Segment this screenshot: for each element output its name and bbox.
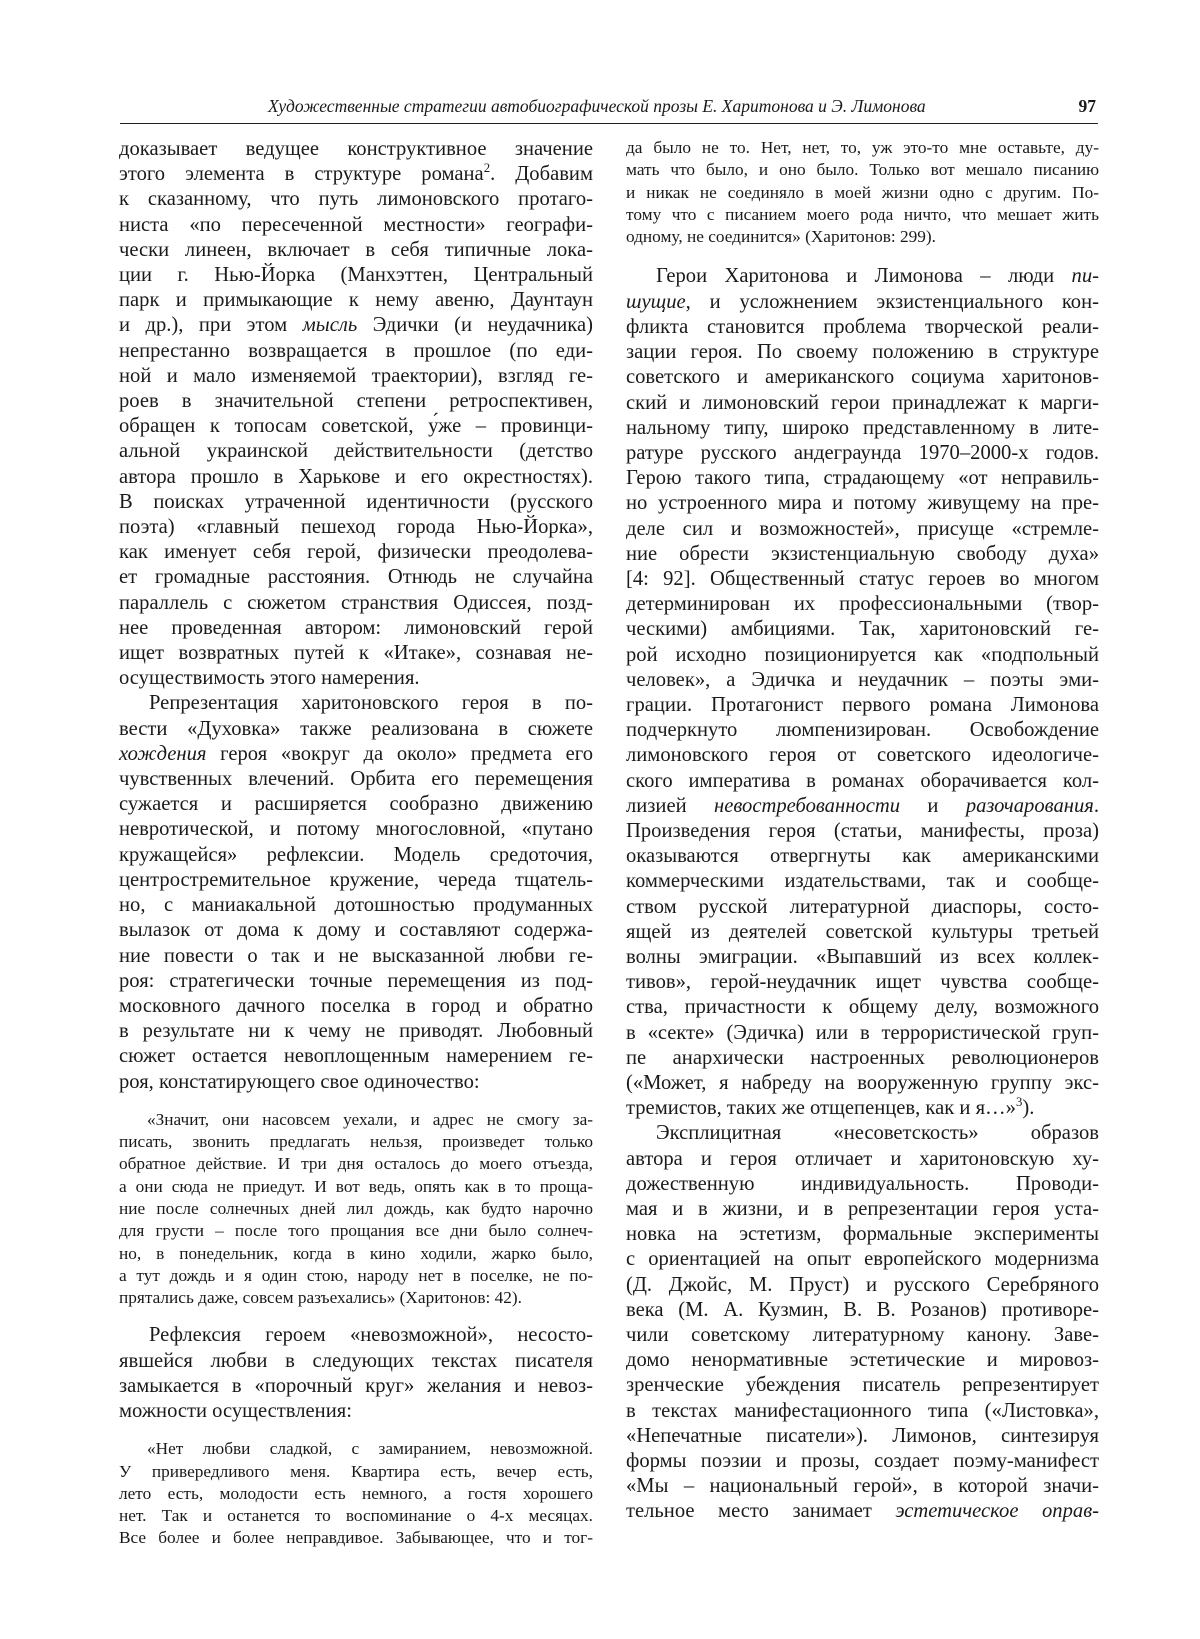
footnote-marker-2: 2 xyxy=(483,161,491,176)
right-column xyxy=(626,137,1099,1525)
paragraph: Рефлексия героем «невозможной», несосто- явшейся любви в следующих текстах писателя замыкается в «порочный круг» желания и невоз- можности осуществления: xyxy=(119,1324,593,1422)
emphasis-term: невостребованности xyxy=(714,794,901,817)
emphasis-term: мысль xyxy=(302,314,358,337)
running-title: Художественные стратегии автобиографической прозы Е. Харитонова и Э. Лимонова xyxy=(268,96,926,116)
paragraph: Эксплицитная «несоветскость» образов автора и героя отличает и харитоновскую ху- дожественную индивидуальность. Проводи- мая и в жизни, и в репрезентации героя уста- новка на эстетизм, формальные эксперименты с ориентацией на опыт европейского модернизма (Д. Джойс, М. Пруст) и русского Серебряного века (М. А. Кузмин, В. В. Розанов) противоре- чили советскому литературному канону. Заве- домо ненормативные эстетические и мировоз- зренческие убеждения писатель репрезентирует в текстах манифестационного типа («Листовка», «Непечатные писатели»). Лимонов, синтезируя формы поэзии и прозы, создает поэму-манифест «Мы – национальный герой», в которой значи- тельное место занимает эстетическое оправ- xyxy=(626,1122,1099,1523)
block-quote: «Нет любви сладкой, с замиранием, невозможной. У привередливого меня. Квартира есть, вечер есть, лето есть, молодости есть немного, а гостя хорошего нет. Так и останется то воспоминание о 4-х месяцах. Все более и более неправдивое. Забывающее, что и тог- xyxy=(119,1439,593,1548)
emphasis-term: эстетическое оправ- xyxy=(895,1500,1099,1523)
emphasis-term: шущие xyxy=(626,290,686,313)
left-column xyxy=(119,137,593,1550)
footnote-marker-3: 3 xyxy=(1015,1095,1023,1110)
block-quote-continued: да было не то. Нет, нет, то, уж это-то мне оставьте, ду- мать что было, и оно было. Только вот мешало писанию и никак не соединяло в моей жизни одно с другим. По- тому что с писанием моего рода ничто, что мешает жить одному, не соединится» (Харитонов: 299). xyxy=(626,138,1099,247)
block-quote: «Значит, они насовсем уехали, и адрес не смогу за- писать, звонить предлагать нельзя, произведет только обратное действие. И три дня осталось до моего отъезда, а они сюда не приедут. И вот ведь, опять как в то проща- ние после солнечных дней лил дождь, как будто нарочно для грусти – после того прощания все дни было солнеч- но, в понедельник, когда в кино ходили, жарко было, а тут дождь и я один стою, народу нет в поселке, не по- прятались даже, совсем разъехались» (Харитонов: 42). xyxy=(119,1109,593,1308)
emphasis-term: разочарования xyxy=(965,794,1094,817)
page-number: 97 xyxy=(1078,96,1096,116)
emphasis-term: хождения xyxy=(119,742,207,765)
paragraph: Герои Харитонова и Лимонова – люди пи- шущие, и усложнением экзистенциального кон- фликта становится проблема творческой реали- зации героя. По своему положению в структуре советского и американского социума харитонов- ский и лимоновский герои принадлежат к марги- нальному типу, широко представленному в лите- ратуре русского андеграунда 1970–2000-х годов. Герою такого типа, страдающему «от неправиль- но устроенного мира и потому живущему на пре- деле сил и возможностей», присуще «стремле- ние обрести экзистенциальную свободу духа» [4: 92]. Общественный статус героев во многом детерминирован их профессиональными (твор- ческими) амбициями. Так, харитоновский ге- рой исходно позиционируется как «подпольный человек», а Эдичка и неудачник – поэты эми- грации. Протагонист первого романа Лимонова подчеркнуто люмпенизирован. Освобождение лимоновского героя от советского идеологиче- ского императива в романах оборачивается кол- лизией невостребованности и разочарования. Произведения героя (статьи, манифесты, проза) оказываются отвергнуты как американскими коммерческими издательствами, так и сообще- ством русской литературной диаспоры, состо- ящей из деятелей советской культуры третьей волны эмиграции. «Выпавший из всех коллек- тивов», герой-неудачник ищет чувства сообще- ства, причастности к общему делу, возможного в «секте» (Эдичка) или в террористической груп- пе анархически настроенных революционеров («Может, я набреду на вооруженную группу экс- тремистов, таких же отщепенцев, как и я…»$^3$). xyxy=(626,265,1099,1120)
running-header xyxy=(120,93,1098,124)
emphasis-term: пи- xyxy=(1071,265,1099,288)
paragraph-continued: доказывает ведущее конструктивное значение этого элемента в структуре романа$^2$. Добавим к сказанному, что путь лимоновского протаго- ниста «по пересеченной местности» географи- чески линеен, включает в себя типичные лока- ции г. Нью-Йорка (Манхэттен, Центральный парк и примыкающие к нему авеню, Даунтаун и др.), при этом мысль Эдички (и неудачника) непрестанно возвращается в прошлое (по еди- ной и мало изменяемой траектории), взгляд ге- роев в значительной степени ретроспективен, обращен к топосам советской, у́же – провинци- альной украинской действительности (детство автора прошло в Харькове и его окрестностях). В поисках утраченной идентичности (русского поэта) «главный пешеход города Нью-Йорка», как именует себя герой, физически преодолева- ет громадные расстояния. Отнюдь не случайна параллель с сюжетом странствия Одиссея, позд- нее проведенная автором: лимоновский герой ищет возвратных путей к «Итаке», сознавая не- осуществимость этого намерения. xyxy=(119,138,593,690)
paragraph: Репрезентация харитоновского героя в по- вести «Духовка» также реализована в сюжете хождения героя «вокруг да около» предмета его чувственных влечений. Орбита его перемещения сужается и расширяется сообразно движению невротической, и потому многословной, «путано кружащейся» рефлексии. Модель средоточия, центростремительное кружение, череда тщатель- но, с маниакальной дотошностью продуманных вылазок от дома к дому и составляют содержа- ние повести о так и не высказанной любви ге- роя: стратегически точные перемещения из под- московного дачного поселка в город и обратно в результате ни к чему не приводят. Любовный сюжет остается невоплощенным намерением ге- роя, констатирующего свое одиночество: xyxy=(119,692,593,1093)
